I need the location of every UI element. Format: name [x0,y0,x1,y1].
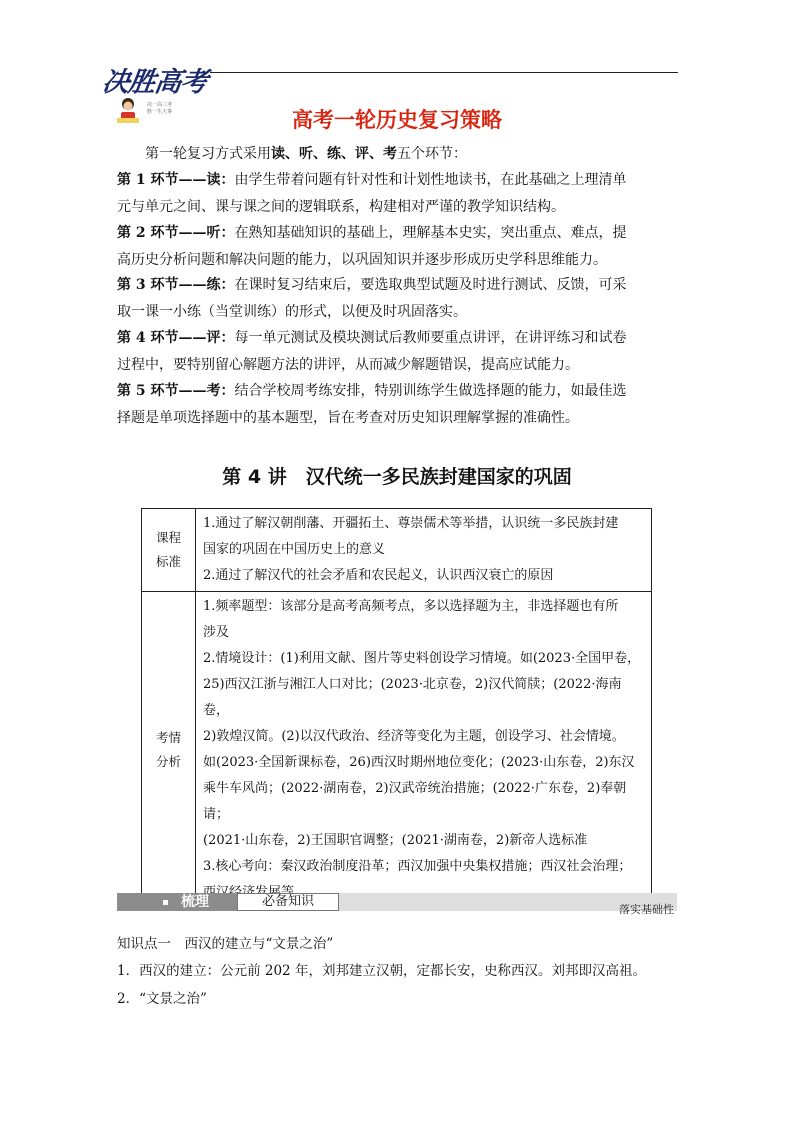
stage-text: 由学生带着问题有针对性和计划性地读书，在此基础之上理清单 [234,172,627,188]
intro-steps: 读、听、练、评、考 [271,146,397,162]
content-line: 涉及 [203,625,230,640]
stage-text: 取一课一小练（当堂训练）的形式，以便及时巩固落实。 [117,304,467,320]
section-label-block [117,893,237,911]
row-label-line: 课程 [155,530,181,545]
logo-caption-line: 决一高三考 [147,102,173,108]
content-line: 2.通过了解汉代的社会矛盾和农民起义，认识西汉衰亡的原因 [203,568,554,583]
content-line: 25)西汉江浙与湘江人口对比；(2023·北京卷，2)汉代简牍；(2022·海南卷， [203,677,622,718]
section-tag-block [339,893,677,916]
lecture-title: 第 4 讲 汉代统一多民族封建国家的巩固 [222,466,572,488]
stage-1-paragraph [117,167,677,221]
stage-4-paragraph [117,325,677,379]
stage-text: 过程中，要特别留心解题方法的讲评，从而减少解题错误，提高应试能力。 [117,357,579,373]
row-label-analysis [142,592,196,909]
stage-label: 第 3 环节——练： [117,277,235,293]
stage-text: 元与单元之间、课与课之间的逻辑联系，构建相对严谨的教学知识结构。 [117,199,565,215]
content-line: (2021·山东卷，2)王国职官调整；(2021·湖南卷，2)新帝人选标准 [203,833,588,848]
content-line: 乘牛车风尚；(2022·湖南卷，2)汉武帝统治措施；(2022·广东卷，2)奉朝请； [203,781,627,822]
stage-2-paragraph [117,220,677,274]
logo-caption-line: 胜一生大事 [147,109,173,115]
square-bullet-icon [163,900,168,905]
content-line: 国家的巩固在中国历史上的意义 [203,542,386,557]
intro-tail: 五个环节： [397,146,467,162]
stage-text: 高历史分析问题和解决问题的能力，以巩固知识并逐步形成历史学科思维能力。 [117,252,607,268]
stage-text: 择题是单项选择题中的基本题型，旨在考查对历史知识理解掌握的准确性。 [117,410,579,426]
row-content-standard [196,509,652,592]
stage-text: 在熟知基础知识的基础上，理解基本史实，突出重点、难点，提 [234,225,627,241]
document-title: 高考一轮历史复习策略 [292,108,502,132]
stage-label: 第 5 环节——考： [117,383,235,399]
stage-text: 结合学校周考练安排，特别训练学生做选择题的能力，如最佳选 [234,383,627,399]
content-line: 1.频率题型：该部分是高考高频考点，多以选择题为主，非选择题也有所 [203,599,619,614]
knowledge-heading: 知识点一 西汉的建立与“文景之治” [117,936,334,952]
content-line: 如(2023·全国新课标卷，26)西汉时期州地位变化；(2023·山东卷，2)东汉 [203,755,635,770]
stage-label: 第 2 环节——听： [117,225,235,241]
section-subtitle: 必备知识 [237,893,339,911]
content-line: 2.情境设计：(1)利用文献、图片等史料创设学习情境。如(2023·全国甲卷， [203,651,641,666]
table-row [142,592,652,909]
section-tag: 落实基础性 [619,903,674,916]
content-line: 1.通过了解汉朝削藩、开疆拓土、尊崇儒术等举措，认识统一多民族封建 [203,516,619,531]
logo-text: 决胜高考 [100,67,209,98]
stage-5-paragraph [117,378,677,432]
section-name: 梳理 [181,894,209,910]
knowledge-item-1: 1．西汉的建立：公元前 202 年，刘邦建立汉朝，定都长安，史称西汉。刘邦即汉高祖。 [117,963,646,979]
knowledge-item-2: 2．“文景之治” [117,991,207,1007]
row-label-line: 分析 [155,754,181,769]
row-content-analysis [196,592,652,909]
row-label-standard [142,509,196,592]
stage-text: 在课时复习结束后，要选取典型试题及时进行测试、反馈，可采 [234,277,627,293]
stage-text: 每一单元测试及模块测试后教师要重点讲评，在讲评练习和试卷 [234,330,627,346]
stage-label: 第 4 环节——评： [117,330,235,346]
content-line: 2)敦煌汉简。(2)以汉代政治、经济等变化为主题，创设学习、社会情境。 [203,729,625,744]
header-rule [210,72,678,73]
curriculum-table [141,508,652,909]
table-row [142,509,652,592]
stage-3-paragraph [117,272,677,326]
intro-paragraph [117,141,677,168]
intro-lead: 第一轮复习方式采用 [145,146,271,162]
row-label-line: 考情 [155,730,181,745]
row-label-line: 标准 [155,554,181,569]
stage-label: 第 1 环节——读： [117,172,235,188]
section-header-bar [117,893,677,916]
content-line: 3.核心考向：秦汉政治制度沿革；西汉加强中央集权措施；西汉社会治理； [203,859,632,874]
